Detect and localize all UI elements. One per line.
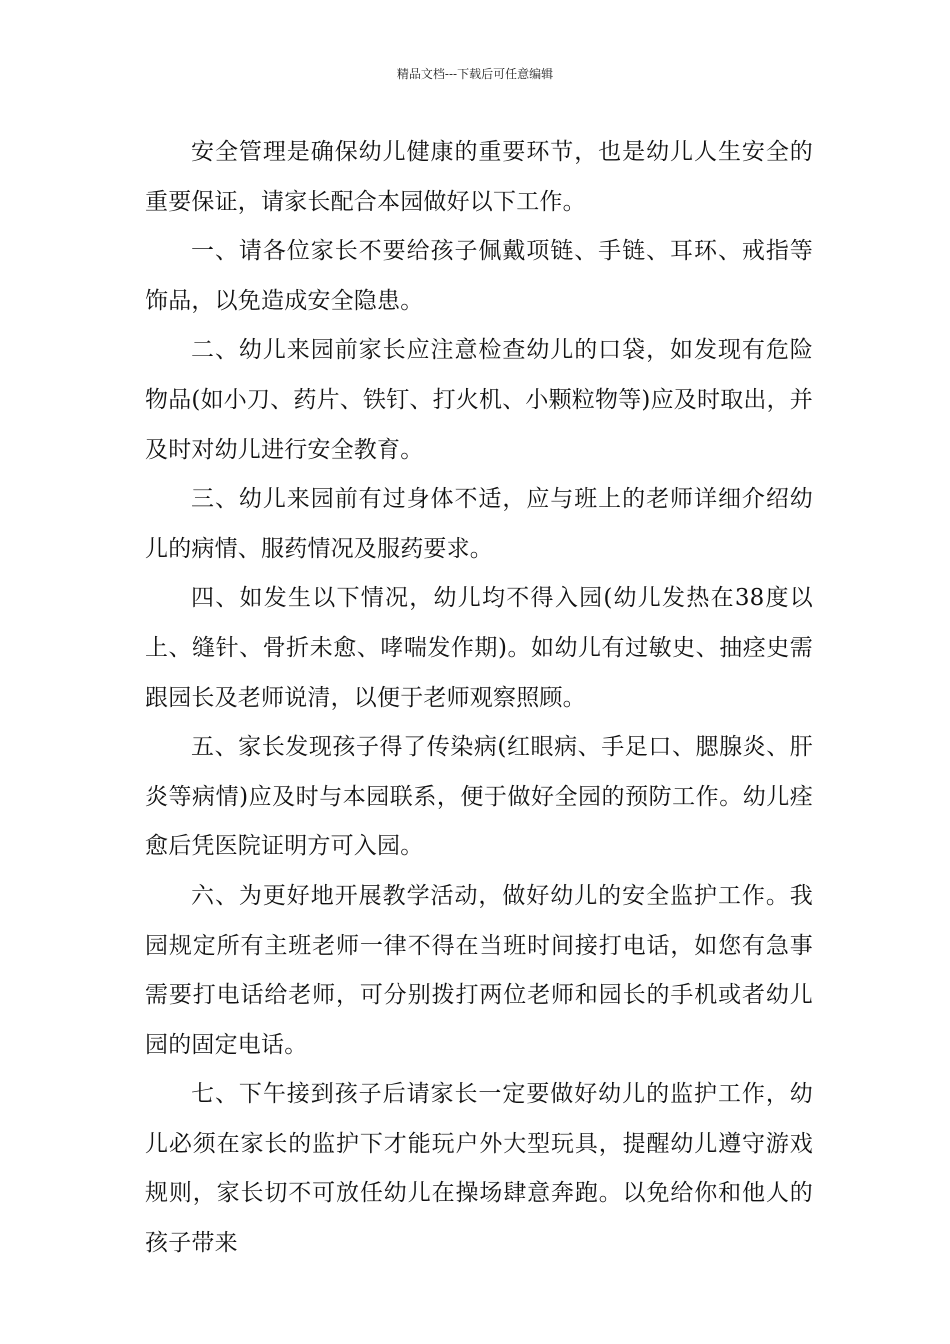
paragraph-item-5: 五、家长发现孩子得了传染病(红眼病、手足口、腮腺炎、肝炎等病情)应及时与本园联系，便于做好全园的预防工作。幼儿痊愈后凭医院证明方可入园。	[145, 734, 813, 860]
paragraph-item-1: 一、请各位家长不要给孩子佩戴项链、手链、耳环、戒指等饰品，以免造成安全隐患。	[145, 238, 813, 314]
paragraph-item-2: 二、幼儿来园前家长应注意检查幼儿的口袋，如发现有危险物品(如小刀、药片、铁钉、打火机、小颗粒物等)应及时取出，并及时对幼儿进行安全教育。	[145, 337, 813, 463]
paragraph-item-3: 三、幼儿来园前有过身体不适，应与班上的老师详细介绍幼儿的病情、服药情况及服药要求。	[145, 486, 813, 562]
paragraph-item-7: 七、下午接到孩子后请家长一定要做好幼儿的监护工作，幼儿必须在家长的监护下才能玩户外大型玩具，提醒幼儿遵守游戏规则，家长切不可放任幼儿在操场肆意奔跑。以免给你和他人的孩子带来	[145, 1081, 813, 1257]
page-header: 精品文档---下载后可任意编辑	[396, 67, 554, 81]
paragraph-item-4: 四、如发生以下情况，幼儿均不得入园(幼儿发热在38度以上、缝针、骨折未愈、哮喘发作期)。如幼儿有过敏史、抽痉史需跟园长及老师说清，以便于老师观察照顾。	[145, 585, 813, 711]
paragraph-item-6: 六、为更好地开展教学活动，做好幼儿的安全监护工作。我园规定所有主班老师一律不得在当班时间接打电话，如您有急事需要打电话给老师，可分别拨打两位老师和园长的手机或者幼儿园的固定电话。	[145, 882, 813, 1058]
document-body	[145, 128, 813, 1269]
paragraph-intro: 安全管理是确保幼儿健康的重要环节，也是幼儿人生安全的重要保证，请家长配合本园做好以下工作。	[145, 139, 813, 215]
